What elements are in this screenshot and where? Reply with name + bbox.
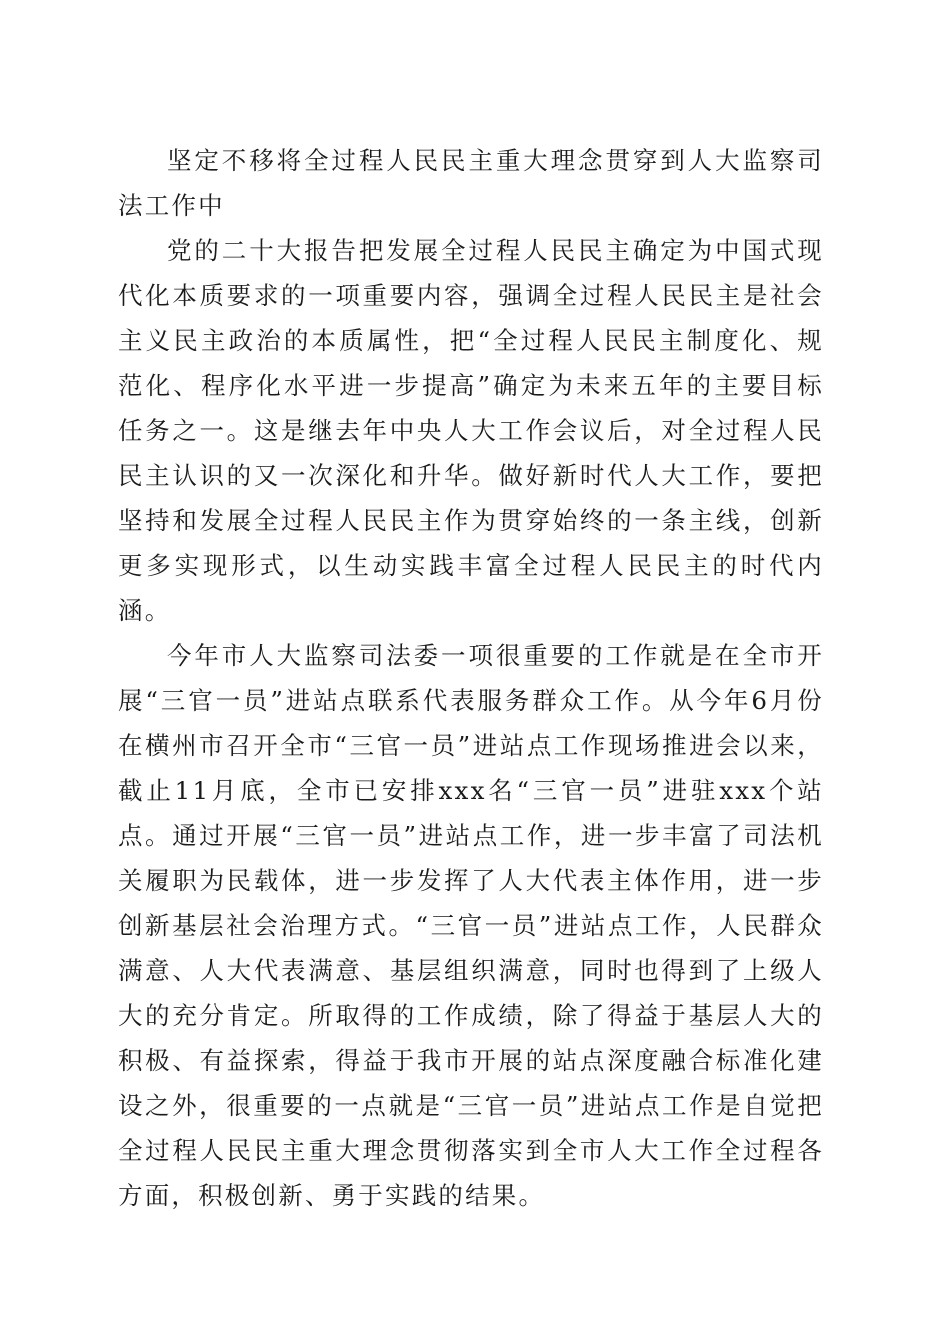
document-title: 坚定不移将全过程人民民主重大理念贯穿到人大监察司法工作中 [118,146,824,220]
paragraph-1: 党的二十大报告把发展全过程人民民主确定为中国式现代化本质要求的一项重要内容，强调全过程人民民主是社会主义民主政治的本质属性，把“全过程人民民主制度化、规范化、程序化水平进一步提高”确定为未来五年的主要目标任务之一。这是继去年中央人大工作会议后，对全过程人民民主认识的又一次深化和升华。做好新时代人大工作，要把坚持和发展全过程人民民主作为贯穿始终的一条主线，创新更多实现形式，以生动实践丰富全过程人民民主的时代内涵。 [118,236,824,625]
paragraph-2: 今年市人大监察司法委一项很重要的工作就是在全市开展“三官一员”进站点联系代表服务群众工作。从今年6月份在横州市召开全市“三官一员”进站点工作现场推进会以来，截止11月底，全市已安排xxx名“三官一员”进驻xxx个站点。通过开展“三官一员”进站点工作，进一步丰富了司法机关履职为民载体，进一步发挥了人大代表主体作用，进一步创新基层社会治理方式。“三官一员”进站点工作，人民群众满意、人大代表满意、基层组织满意，同时也得到了上级人大的充分肯定。所取得的工作成绩，除了得益于基层人大的积极、有益探索，得益于我市开展的站点深度融合标准化建设之外，很重要的一点就是“三官一员”进站点工作是自觉把全过程人民民主重大理念贯彻落实到全市人大工作全过程各方面，积极创新、勇于实践的结果。 [118,641,824,1210]
document-page [118,138,824,1218]
